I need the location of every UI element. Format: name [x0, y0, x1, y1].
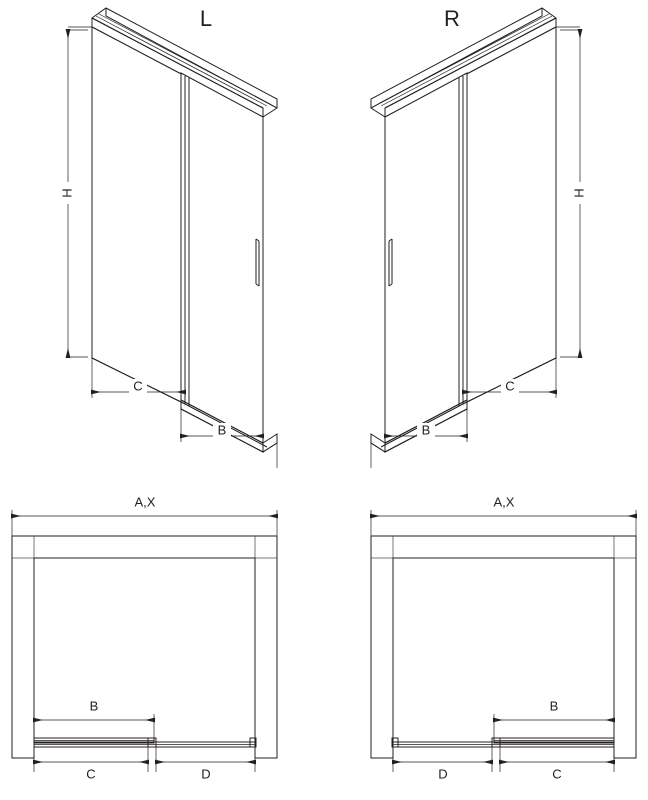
dim-h-left	[59, 30, 88, 357]
view-iso-right	[371, 6, 589, 468]
dim-label-h-right: H	[571, 188, 587, 198]
dim-ax-right	[371, 494, 636, 540]
dim-label-ax-right: A,X	[493, 494, 515, 510]
variant-label-left: L	[199, 5, 213, 31]
dim-b-plan-right	[494, 698, 614, 738]
dim-c-plan-right	[500, 747, 614, 783]
view-plan-right	[371, 494, 636, 783]
iso-right-fixed-panel	[463, 27, 556, 404]
dim-d-plan-left	[156, 747, 255, 783]
iso-left-fixed-panel	[92, 27, 185, 404]
dim-h-right	[560, 30, 589, 357]
dim-label-c-plan-left: C	[86, 766, 96, 782]
dim-c-plan-left	[34, 747, 148, 783]
dim-label-b-plan-left: B	[89, 698, 99, 714]
dim-label-b-left: B	[217, 422, 227, 438]
iso-left-sliding-door	[181, 73, 263, 443]
variant-label-right: R	[444, 5, 460, 31]
view-plan-left	[12, 494, 277, 783]
dim-label-b-right: B	[421, 422, 431, 438]
dim-label-d-plan-left: D	[201, 766, 211, 782]
plan-right-enclosure	[392, 738, 614, 747]
dim-label-ax-left: A,X	[134, 494, 156, 510]
dim-d-plan-right	[393, 747, 492, 783]
plan-left-enclosure	[34, 738, 256, 747]
dim-label-d-plan-right: D	[438, 766, 448, 782]
dim-label-b-plan-right: B	[549, 698, 559, 714]
iso-right-sliding-door	[385, 73, 467, 443]
plan-right-walls	[371, 536, 636, 758]
dim-label-c-plan-right: C	[552, 766, 562, 782]
dim-label-c-right: C	[505, 378, 515, 394]
dim-label-c-left: C	[133, 378, 143, 394]
dim-label-h-left: H	[59, 188, 75, 198]
dim-ax-left	[12, 494, 277, 540]
dim-b-plan-left	[34, 698, 154, 738]
view-iso-left	[59, 6, 277, 468]
plan-left-walls	[12, 536, 277, 758]
